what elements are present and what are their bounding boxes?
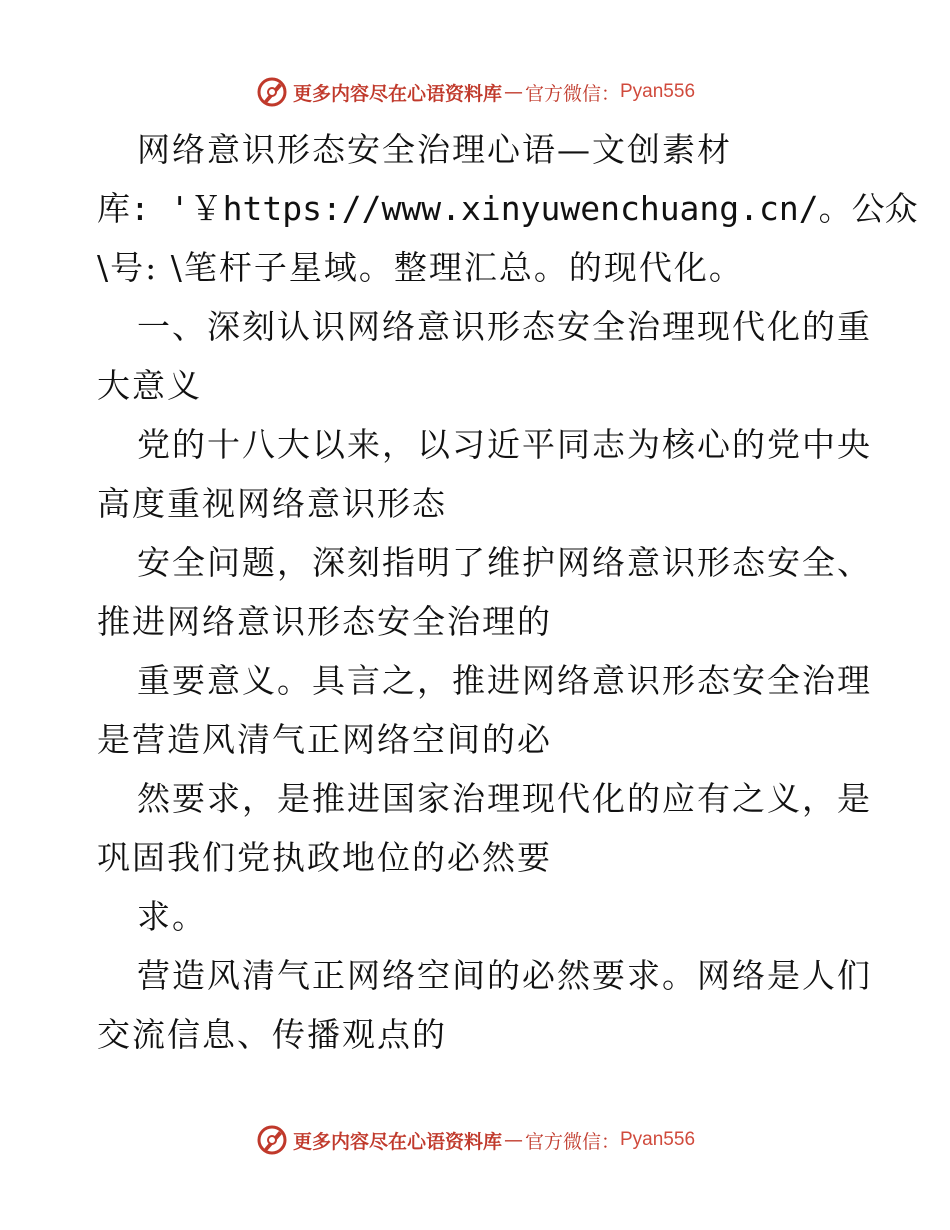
paragraph-line: 党的十八大以来，以习近平同志为核心的党中央	[137, 425, 872, 464]
banner-dash: —	[503, 1129, 523, 1151]
banner-official-label: 官方微信：	[524, 1130, 620, 1153]
paragraph-line: 安全问题，深刻指明了维护网络意识形态安全、	[137, 543, 872, 582]
footer-banner	[0, 1120, 950, 1160]
banner-main-text: 更多内容尽在心语资料库	[292, 1130, 502, 1153]
text-line-title: 网络意识形态安全治理心语—文创素材	[137, 130, 732, 169]
document-body	[97, 120, 918, 1064]
paragraph-line: 推进网络意识形态安全治理的	[97, 602, 552, 641]
banner-official-label: 官方微信：	[524, 82, 620, 105]
paragraph-line: 是营造风清气正网络空间的必	[97, 720, 552, 759]
paragraph-line: 高度重视网络意识形态	[97, 484, 447, 523]
paragraph-line: 营造风清气正网络空间的必然要求。网络是人们	[137, 956, 872, 995]
quill-seal-icon	[255, 75, 289, 109]
header-banner	[0, 72, 950, 112]
paragraph-line: 求。	[137, 897, 207, 936]
paragraph-line: 重要意义。具言之，推进网络意识形态安全治理	[137, 661, 872, 700]
paragraph-line: 然要求，是推进国家治理现代化的应有之义，是	[137, 779, 872, 818]
quill-seal-icon	[255, 1123, 289, 1157]
text-line: \号: \笔杆子星域。整理汇总。的现代化。	[97, 248, 744, 287]
text-line-url: 库: '￥https://www.xinyuwenchuang.cn/。公众	[97, 189, 918, 228]
section-heading-cont: 大意义	[97, 366, 202, 405]
banner-wechat-id: Pyan556	[620, 81, 696, 102]
banner-dash: —	[503, 81, 523, 103]
banner-main-text: 更多内容尽在心语资料库	[292, 82, 502, 105]
section-heading: 一、深刻认识网络意识形态安全治理现代化的重	[137, 307, 872, 346]
banner-wechat-id: Pyan556	[620, 1129, 696, 1150]
paragraph-line: 交流信息、传播观点的	[97, 1015, 447, 1054]
paragraph-line: 巩固我们党执政地位的必然要	[97, 838, 552, 877]
